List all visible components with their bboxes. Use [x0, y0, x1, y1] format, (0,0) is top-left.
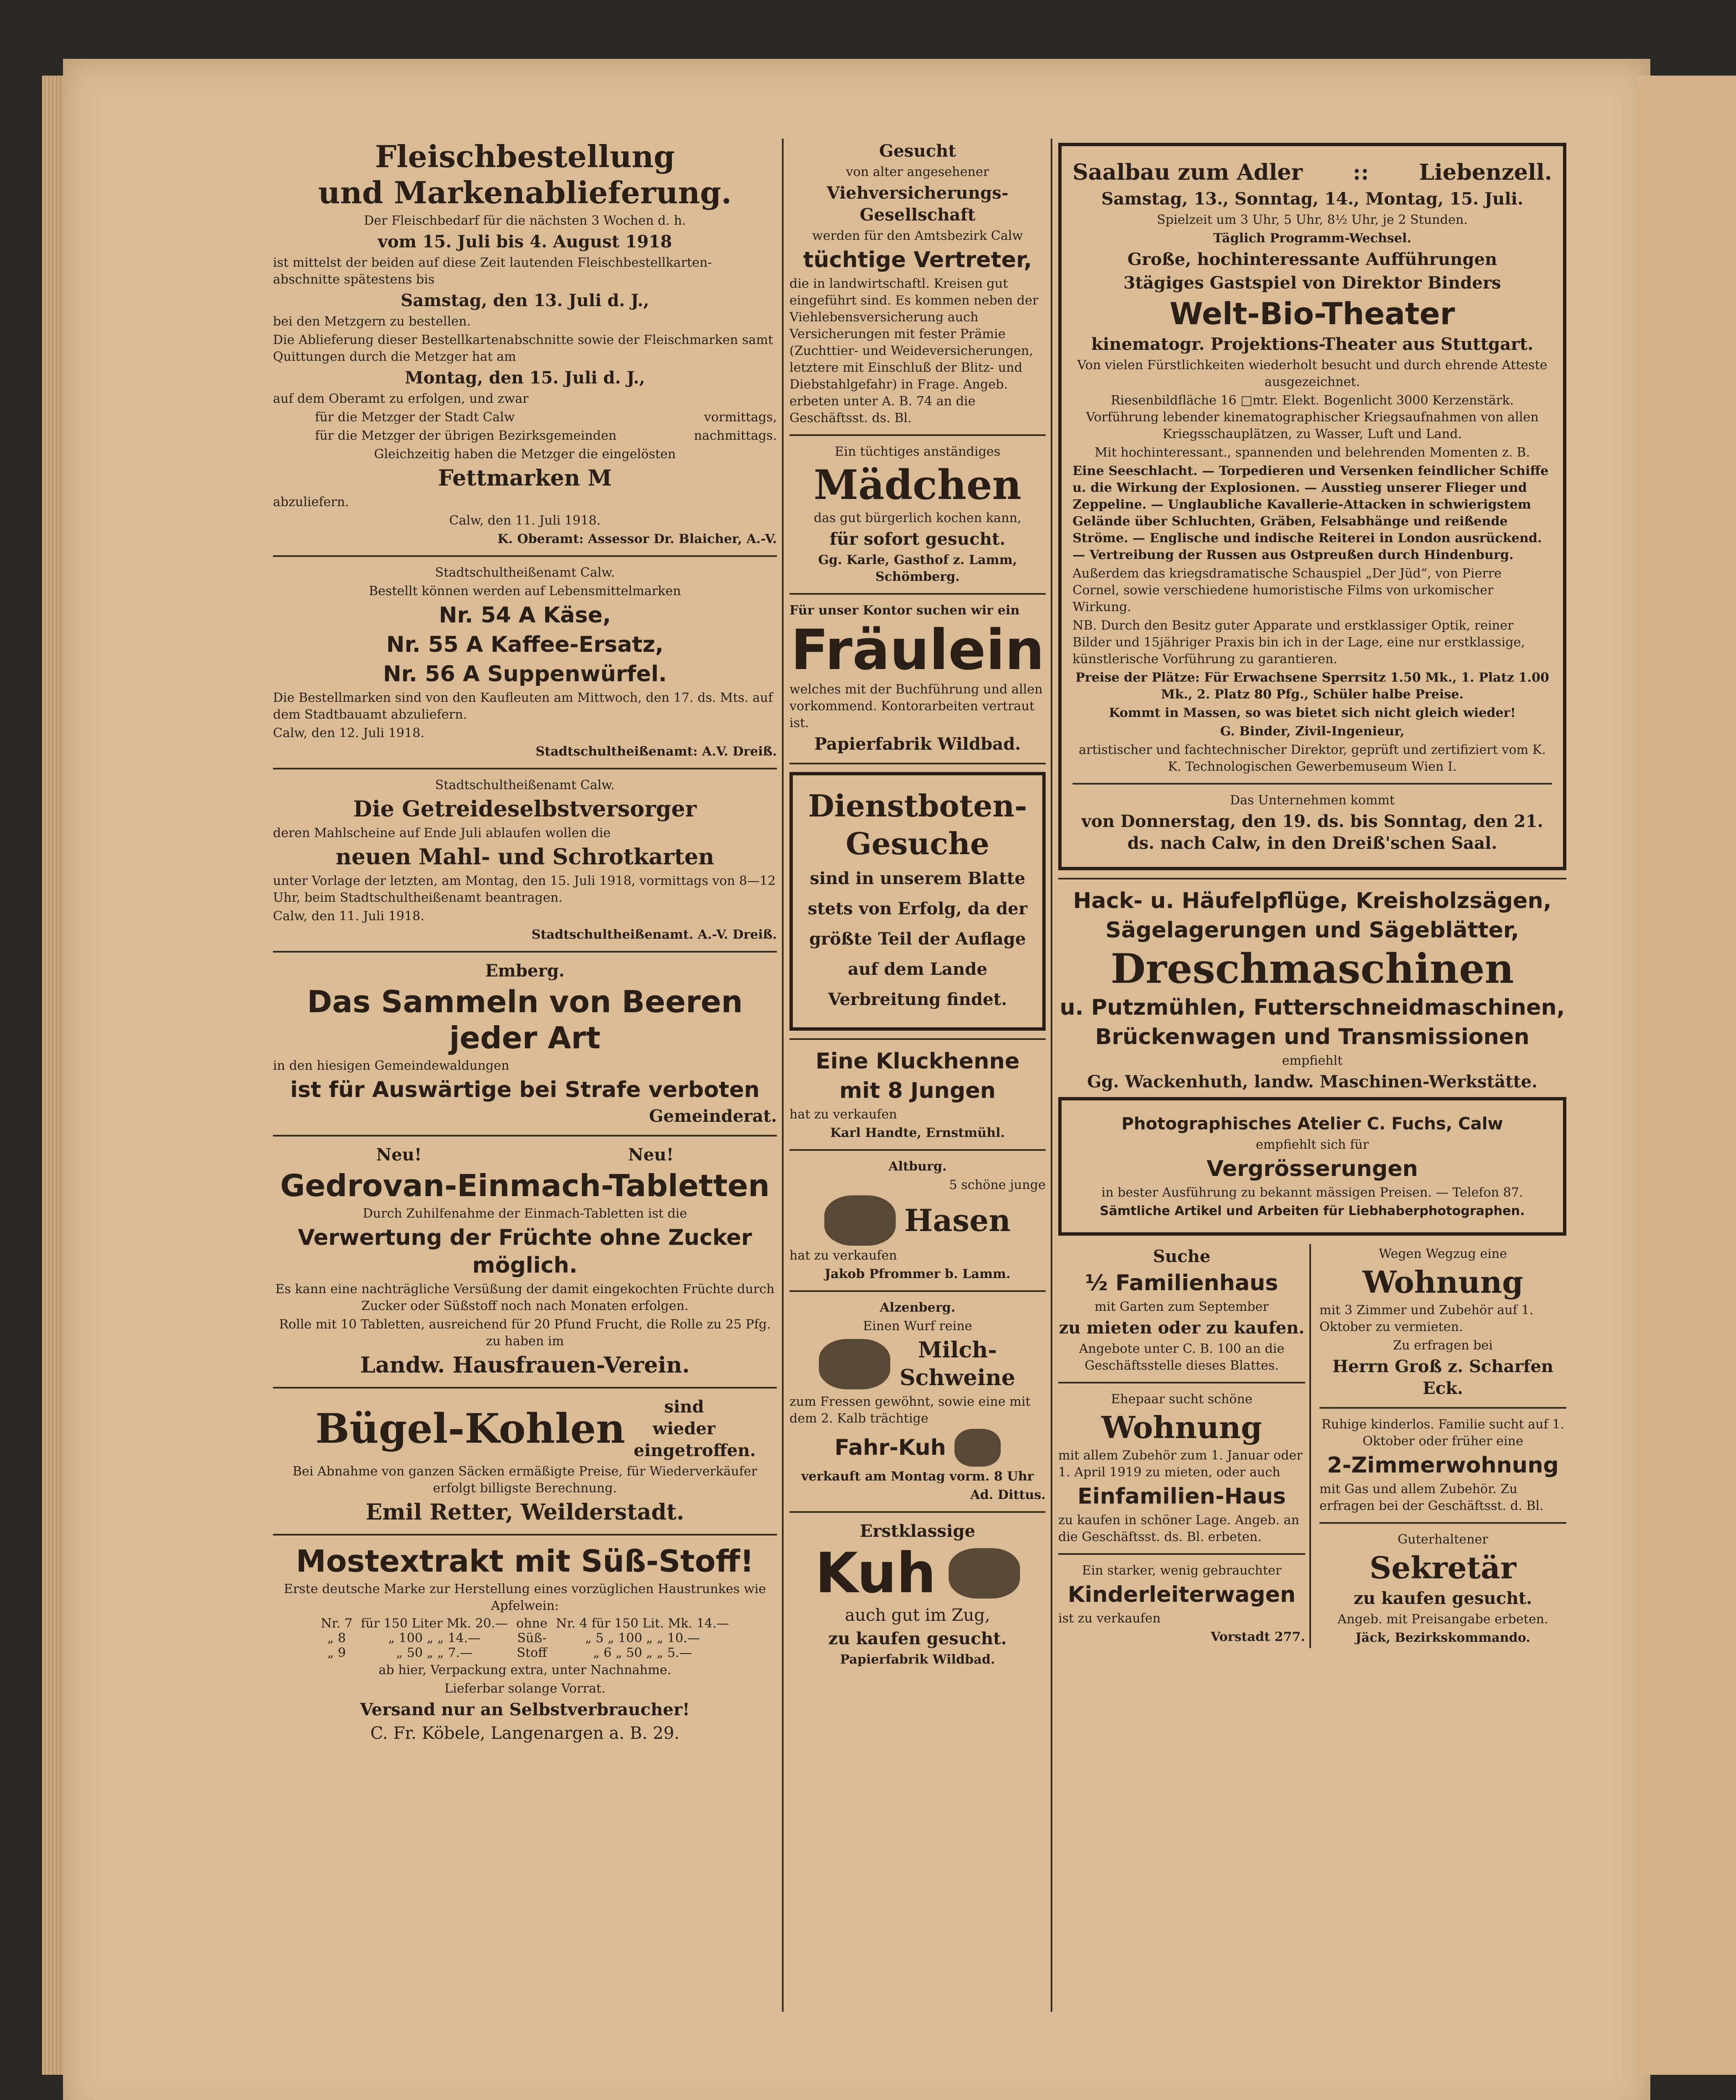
- text: 3tägiges Gastspiel von Direktor Binders: [1123, 273, 1501, 293]
- text: die in landwirtschaftl. Kreisen gut eingeführt sind. Es kommen neben der Viehlebensversicherung auch Versicherungen mit fester Prämie (Zuchttier- und Weideversicherungen, letztere mit Einschluß der Blitz- und Diebstahlgefahr) in Frage. Angeb. erbeten unter A. B. 74 an die Geschäftsst. ds. Bl.: [789, 276, 1038, 425]
- text: in bester Ausführung zu bekannt mässigen Preisen. — Telefon 87.: [1101, 1185, 1524, 1200]
- price-cell: „ 100 „ „ 14.—: [388, 1631, 481, 1646]
- divider: [789, 763, 1046, 764]
- text: Sekretär: [1369, 1550, 1516, 1586]
- text: Stadtschultheißenamt Calw.: [435, 778, 615, 793]
- text: Wohnung: [1101, 1410, 1262, 1445]
- text: Wegen Wegzug eine: [1379, 1247, 1507, 1261]
- text: ist zu verkaufen: [1058, 1611, 1161, 1626]
- text: 2-Zimmerwohnung: [1327, 1453, 1559, 1478]
- text: ab hier, Verpackung extra, unter Nachnahme.: [378, 1663, 671, 1677]
- divider: [273, 1387, 777, 1389]
- price-row: [317, 1616, 733, 1631]
- signature: Stadtschultheißenamt: A.V. Dreiß.: [535, 744, 777, 759]
- text: Einfamilien-Haus: [1077, 1484, 1286, 1509]
- text: Alzenberg.: [880, 1300, 955, 1315]
- text: Eine Seeschlacht. — Torpedieren und Versenken feindlicher Schiffe u. die Wirkung der Explosionen. — Ausstieg unserer Flieger und Zeppeline. — Unglaubliche Kavallerie-Attacken in schwierigstem Gelände über Schluchten, Gräben, Felsabhänge und reißende Ströme. — Englische und indische Reiterei in London ausrückend. — Vertreibung der Russen aus Ostpreußen durch Hindenburg.: [1073, 464, 1549, 562]
- text: das gut bürgerlich kochen kann,: [813, 511, 1022, 525]
- text: mit 8 Jungen: [839, 1078, 996, 1103]
- price-cell: „ 9: [327, 1646, 346, 1660]
- text: Calw, den 11. Juli 1918.: [449, 513, 601, 528]
- price-cell: Stoff: [517, 1646, 547, 1660]
- price-table: [317, 1616, 733, 1660]
- text: ::: [1353, 160, 1369, 185]
- signature: Emil Retter, Weilderstadt.: [365, 1499, 684, 1525]
- signature: Gg. Karle, Gasthof z. Lamm, Schömberg.: [818, 553, 1017, 584]
- divider: [789, 1511, 1046, 1513]
- ad-welt-bio-theater: [1058, 143, 1566, 870]
- text: Dreschmaschinen: [1110, 945, 1514, 992]
- text: zu mieten oder zu kaufen.: [1059, 1318, 1305, 1338]
- text: vormittags,: [704, 410, 777, 425]
- text: Viehversicherungs-Gesellschaft: [826, 183, 1009, 225]
- text: Erstklassige: [860, 1521, 976, 1541]
- text: Suche: [1153, 1247, 1211, 1266]
- price-cell: „ 50 „ „ 7.—: [396, 1646, 473, 1660]
- text: Lieferbar solange Vorrat.: [444, 1681, 606, 1696]
- text: ½ Familienhaus: [1085, 1270, 1278, 1296]
- text: Erste deutsche Marke zur Herstellung eines vorzüglichen Haustrunkes wie Apfelwein:: [283, 1582, 766, 1613]
- text: Mit hochinteressant., spannenden und belehrenden Momenten z. B.: [1094, 445, 1530, 460]
- text: Hasen: [904, 1202, 1011, 1238]
- column-3: [1058, 139, 1566, 1648]
- signature: Jäck, Bezirkskommando.: [1355, 1630, 1531, 1645]
- text: hat zu verkaufen: [789, 1107, 897, 1122]
- text: vom 15. Juli bis 4. August 1918: [378, 232, 672, 252]
- text: Rolle mit 10 Tabletten, ausreichend für 20 Pfund Frucht, die Rolle zu 25 Pfg. zu haben im: [279, 1317, 771, 1349]
- rabbit-icon: [824, 1195, 896, 1246]
- signature: Ad. Dittus.: [970, 1488, 1046, 1502]
- text: Nr. 55 A Kaffee-Ersatz,: [386, 632, 664, 657]
- text-row: [273, 1144, 777, 1166]
- text: mit Gas und allem Zubehör. Zu erfragen bei der Geschäftsst. d. Bl.: [1319, 1482, 1544, 1513]
- text: für die Metzger der übrigen Bezirksgemeinden: [315, 428, 617, 443]
- text: mit 3 Zimmer und Zubehör auf 1. Oktober zu vermieten.: [1319, 1303, 1534, 1334]
- text: Welt-Bio-Theater: [1170, 296, 1455, 331]
- column-2: [789, 139, 1046, 1670]
- text: sind wieder eingetroffen.: [633, 1397, 756, 1460]
- text: zum Fressen gewöhnt, sowie eine mit dem 2. Kalb trächtige: [789, 1394, 1031, 1426]
- text: sind in unserem Blatte stets von Erfolg, da der größte Teil der Auflage auf dem Lande Verbreitung findet.: [808, 869, 1028, 1009]
- text: Eine Kluckhenne: [816, 1049, 1020, 1074]
- text: kinematogr. Projektions-Theater aus Stuttgart.: [1091, 334, 1534, 354]
- text-row: [273, 428, 777, 444]
- text-row: [789, 1336, 1046, 1392]
- text: zu kaufen gesucht.: [828, 1629, 1007, 1648]
- ad-dienstboten-box: [789, 772, 1046, 1031]
- ad-fleischbestellung: [273, 139, 777, 548]
- text: neuen Mahl- und Schrotkarten: [336, 844, 714, 870]
- text: NB. Durch den Besitz guter Apparate und erstklassiger Optik, reiner Bilder und 15jähriger Praxis bin ich in der Lage, eine nur erstklassige, künstlerische Vorführung zu garantieren.: [1073, 618, 1525, 667]
- text: Fahr-Kuh: [834, 1435, 946, 1460]
- text: bei den Metzgern zu bestellen.: [273, 314, 471, 329]
- text: Photographisches Atelier C. Fuchs, Calw: [1121, 1114, 1503, 1134]
- text: Samstag, 13., Sonntag, 14., Montag, 15. Juli.: [1101, 189, 1524, 209]
- ad-buegel-kohlen: [273, 1396, 777, 1526]
- price-cell: „ 5 „ 100 „ „ 10.—: [585, 1631, 700, 1646]
- text: Der Fleischbedarf für die nächsten 3 Wochen d. h.: [364, 213, 686, 228]
- signature: K. Oberamt: Assessor Dr. Blaicher, A.-V.: [497, 532, 777, 546]
- text: Ein tüchtiges anständiges: [834, 444, 1001, 459]
- text: verkauft am Montag vorm. 8 Uhr: [801, 1469, 1034, 1484]
- text: Bei Abnahme von ganzen Säcken ermäßigte Preise, für Wiederverkäufer erfolgt billigste Berechnung.: [292, 1464, 758, 1496]
- text: Das Unternehmen kommt: [1230, 793, 1395, 808]
- text-row: [1073, 159, 1552, 186]
- divider: [1058, 1382, 1305, 1383]
- text: Sägelagerungen und Sägeblätter,: [1105, 918, 1519, 943]
- text: mit Garten zum September: [1094, 1299, 1269, 1314]
- text: tüchtige Vertreter,: [803, 247, 1032, 273]
- ad-familienhaus: [1058, 1246, 1305, 1374]
- text: Neu!: [376, 1145, 422, 1165]
- text: Riesenbildfläche 16 □mtr. Elekt. Bogenlicht 3000 Kerzenstärk. Vorführung lebender kinematographischer Kriegsaufnahmen von allen Kriegsschauplätzen, zu Wasser, Luft und Land.: [1086, 393, 1539, 441]
- text: Das Sammeln von Beeren jeder Art: [307, 984, 743, 1055]
- text-row: [789, 1195, 1046, 1246]
- divider: [1073, 783, 1552, 785]
- divider: [273, 1135, 777, 1137]
- ad-vertreter: [789, 140, 1046, 427]
- ad-wohnung-gesucht: [1058, 1391, 1305, 1546]
- text: Kommt in Massen, so was bietet sich nicht gleich wieder!: [1109, 706, 1516, 720]
- text: Spielzeit um 3 Uhr, 5 Uhr, 8½ Uhr, je 2 Stunden.: [1156, 213, 1468, 227]
- price-cell: Nr. 4 für 150 Lit. Mk. 14.—: [556, 1616, 729, 1631]
- divider: [1058, 878, 1566, 879]
- signature: Vorstadt 277.: [1211, 1630, 1305, 1644]
- text: Durch Zuhilfenahme der Einmach-Tabletten ist die: [362, 1206, 687, 1221]
- text: Außerdem das kriegsdramatische Schauspiel „Der Jüd“, von Pierre Cornel, sowie verschiedene humoristische Films von urkomischer Wirkung.: [1073, 566, 1502, 614]
- text: unter Vorlage der letzten, am Montag, den 15. Juli 1918, vormittags von 8—12 Uhr, beim Stadtschultheißenamt beantragen.: [273, 874, 776, 905]
- price-cell: „ 6 „ 50 „ „ 5.—: [593, 1646, 692, 1660]
- signature: C. Fr. Köbele, Langenargen a. B. 29.: [370, 1724, 680, 1743]
- divider: [789, 1038, 1046, 1040]
- text: mit allem Zubehör zum 1. Januar oder 1. April 1919 zu mieten, oder auch: [1058, 1448, 1303, 1480]
- text: Die Bestellmarken sind von den Kaufleuten am Mittwoch, den 17. ds. Mts. auf dem Stadtbauamt abzuliefern.: [273, 690, 773, 722]
- ad-schweine: [789, 1299, 1046, 1504]
- text: Kuh: [815, 1541, 936, 1606]
- text: Wohnung: [1362, 1264, 1524, 1300]
- text: Einen Wurf reine: [863, 1319, 973, 1334]
- text: Es kann eine nachträgliche Versüßung der damit eingekochten Früchte durch Zucker oder Süßstoff noch nach Monaten erfolgen.: [275, 1282, 775, 1313]
- text: Große, hochinteressante Aufführungen: [1127, 249, 1497, 269]
- text: für sofort gesucht.: [829, 529, 1006, 549]
- next-page-edge: [1638, 76, 1736, 2075]
- signature: Jakob Pfrommer b. Lamm.: [824, 1267, 1011, 1281]
- text: Emberg.: [485, 961, 565, 981]
- text: Für unser Kontor suchen wir ein: [789, 603, 1020, 618]
- signature: Karl Handte, Ernstmühl.: [830, 1126, 1005, 1140]
- cow-icon: [955, 1429, 1001, 1467]
- text: Versand nur an Selbstverbraucher!: [360, 1700, 690, 1719]
- text: Brückenwagen und Transmissionen: [1095, 1024, 1529, 1050]
- text: Angeb. mit Preisangabe erbeten.: [1337, 1612, 1548, 1627]
- text: hat zu verkaufen: [789, 1248, 897, 1263]
- text: nachmittags.: [694, 428, 777, 443]
- divider: [1058, 1553, 1305, 1555]
- text: Neu!: [628, 1145, 674, 1165]
- text: zu kaufen gesucht.: [1353, 1588, 1532, 1608]
- signature: Gemeinderat.: [649, 1106, 777, 1126]
- ad-hasen: [789, 1158, 1046, 1283]
- small-ads-grid: [1058, 1244, 1566, 1648]
- text: Hack- u. Häufelpflüge, Kreisholzsägen,: [1073, 888, 1552, 914]
- text: Verwertung der Früchte ohne Zucker möglich.: [298, 1225, 752, 1278]
- text-row: [273, 409, 777, 426]
- text: Nr. 56 A Suppenwürfel.: [383, 662, 667, 687]
- text: artistischer und fachtechnischer Direktor, geprüft und zertifiziert vom K. K. Technologischen Gewerbemuseum Wien I.: [1078, 743, 1546, 774]
- price-row: [317, 1646, 733, 1660]
- text: deren Mahlscheine auf Ende Juli ablaufen wollen die: [273, 826, 611, 840]
- text: Fettmarken M: [438, 465, 612, 491]
- text: Fräulein: [791, 618, 1044, 682]
- price-cell: „ 8: [327, 1631, 346, 1646]
- signature: Stadtschultheißenamt. A.-V. Dreiß.: [531, 927, 777, 942]
- text: in den hiesigen Gemeindewaldungen: [273, 1058, 509, 1073]
- divider: [789, 593, 1046, 595]
- column-1: [273, 139, 777, 1746]
- text: ist mittelst der beiden auf diese Zeit lautenden Fleischbestellkarten-abschnitte spätestens bis: [273, 255, 712, 287]
- divider: [789, 434, 1046, 436]
- price-cell: für 150 Liter Mk. 20.—: [361, 1616, 508, 1631]
- text: Die Getreideselbstversorger: [353, 796, 697, 822]
- text: Mädchen: [813, 461, 1022, 509]
- text: auf dem Oberamt zu erfolgen, und zwar: [273, 391, 529, 406]
- small-ads-left: [1058, 1244, 1311, 1648]
- ad-fraeulein: [789, 602, 1046, 755]
- ad-mostextrakt: [273, 1543, 777, 1744]
- text: Nr. 54 A Käse,: [439, 603, 611, 628]
- pig-icon: [819, 1339, 890, 1389]
- divider: [789, 1149, 1046, 1151]
- ad-photo-atelier: [1058, 1097, 1566, 1236]
- divider: [273, 768, 777, 769]
- ad-kinderleiterwagen: [1058, 1562, 1305, 1646]
- price-cell: ohne: [516, 1616, 548, 1631]
- ad-stadtschultheissenamt-1: [273, 564, 777, 760]
- text-row: [789, 1429, 1046, 1467]
- text: Ruhige kinderlos. Familie sucht auf 1. Oktober oder früher eine: [1322, 1417, 1564, 1449]
- divider: [1319, 1407, 1566, 1409]
- text: Guterhaltener: [1398, 1532, 1488, 1547]
- price-cell: Süß-: [517, 1631, 547, 1646]
- text: Kinderleiterwagen: [1067, 1582, 1296, 1607]
- text: Die Ablieferung dieser Bestellkartenabschnitte sowie der Fleischmarken samt Quittungen durch die Metzger hat am: [273, 333, 773, 364]
- text: für die Metzger der Stadt Calw: [315, 410, 515, 425]
- cow-icon: [949, 1548, 1020, 1599]
- text: Sämtliche Artikel und Arbeiten für Liebhaberphotographen.: [1100, 1204, 1525, 1218]
- column-rule: [1051, 139, 1052, 2012]
- ad-title: Fleischbestellung: [375, 139, 675, 174]
- divider: [789, 1290, 1046, 1292]
- divider: [1319, 1522, 1566, 1524]
- text: Täglich Programm-Wechsel.: [1213, 231, 1411, 246]
- text: Vergrösserungen: [1206, 1156, 1418, 1181]
- divider: [273, 555, 777, 557]
- text: Zu erfragen bei: [1393, 1338, 1493, 1353]
- text: Ein starker, wenig gebrauchter: [1082, 1563, 1282, 1578]
- text: Samstag, den 13. Juli d. J.,: [401, 291, 649, 310]
- text: Calw, den 11. Juli 1918.: [273, 909, 425, 924]
- signature: Landw. Hausfrauen-Verein.: [360, 1352, 690, 1378]
- text: empfiehlt: [1282, 1053, 1343, 1068]
- price-row: [317, 1631, 733, 1646]
- price-cell: Nr. 7: [320, 1616, 353, 1631]
- signature: G. Binder, Zivil-Ingenieur,: [1220, 724, 1405, 739]
- ad-kuh: [789, 1520, 1046, 1668]
- ad-sekretaer: [1319, 1531, 1566, 1646]
- ad-maedchen: [789, 444, 1046, 585]
- text: Preise der Plätze: Für Erwachsene Sperrsitz 1.50 Mk., 1. Platz 1.00 Mk., 2. Platz 80 Pfg., Schüler halbe Preise.: [1075, 670, 1549, 702]
- divider: [273, 1534, 777, 1536]
- text: auch gut im Zug,: [845, 1606, 990, 1625]
- text: Gedrovan-Einmach-Tabletten: [280, 1168, 770, 1203]
- text-row: [789, 1541, 1046, 1606]
- text: Liebenzell.: [1419, 160, 1552, 185]
- signature: Herrn Groß z. Scharfen Eck.: [1332, 1357, 1554, 1398]
- ad-kluckhenne: [789, 1047, 1046, 1142]
- text: Altburg.: [888, 1159, 947, 1174]
- text: Ehepaar sucht schöne: [1111, 1392, 1253, 1407]
- signature: Papierfabrik Wildbad.: [814, 734, 1021, 754]
- small-ads-right: [1319, 1244, 1566, 1648]
- text: Montag, den 15. Juli d. J.,: [404, 368, 645, 388]
- text: Stadtschultheißenamt Calw.: [435, 565, 615, 580]
- text: Milch-Schweine: [899, 1337, 1015, 1391]
- ad-emberg: [273, 960, 777, 1127]
- ad-title: und Markenablieferung.: [318, 175, 732, 210]
- text: von alter angesehener: [846, 165, 989, 179]
- text: Bügel-Kohlen: [315, 1405, 625, 1452]
- ad-maschinen: [1058, 887, 1566, 1093]
- text: ist für Auswärtige bei Strafe verboten: [290, 1077, 760, 1102]
- text: 5 schöne junge: [949, 1178, 1046, 1192]
- text: u. Putzmühlen, Futterschneidmaschinen,: [1059, 995, 1565, 1020]
- text: Von vielen Fürstlichkeiten wiederholt besucht und durch ehrende Atteste ausgezeichnet.: [1077, 358, 1547, 389]
- text: Mostextrakt mit Süß-Stoff!: [296, 1544, 754, 1579]
- text-row: [273, 1396, 777, 1462]
- ad-gedrovan: [273, 1144, 777, 1379]
- text: Gleichzeitig haben die Metzger die eingelösten: [374, 447, 676, 462]
- text: welches mit der Buchführung und allen vorkommend. Kontorarbeiten vertraut ist.: [789, 682, 1043, 730]
- text: von Donnerstag, den 19. ds. bis Sonntag, den 21. ds. nach Calw, in den Dreiß'schen Saal.: [1081, 811, 1543, 853]
- column-rule: [782, 139, 784, 2012]
- text: Saalbau zum Adler: [1073, 160, 1303, 185]
- ad-2-zimmerwohnung: [1319, 1416, 1566, 1515]
- text: Calw, den 12. Juli 1918.: [273, 726, 425, 740]
- text: zu kaufen in schöner Lage. Angeb. an die Geschäftsst. ds. Bl. erbeten.: [1058, 1513, 1300, 1544]
- text: Gesucht: [879, 141, 956, 161]
- text: abzuliefern.: [273, 495, 349, 509]
- signature: Gg. Wackenhuth, landw. Maschinen-Werkstätte.: [1087, 1072, 1538, 1092]
- text: empfiehlt sich für: [1256, 1137, 1369, 1152]
- divider: [273, 951, 777, 953]
- text: werden für den Amtsbezirk Calw: [812, 228, 1023, 243]
- signature: Papierfabrik Wildbad.: [840, 1652, 995, 1667]
- ad-stadtschultheissenamt-2: [273, 777, 777, 943]
- text: Angebote unter C. B. 100 an die Geschäftsstelle dieses Blattes.: [1079, 1341, 1285, 1373]
- ad-wohnung-vermieten: [1319, 1246, 1566, 1399]
- text: Gesuche: [845, 826, 990, 861]
- text: Dienstboten-: [808, 788, 1027, 824]
- text: Bestellt können werden auf Lebensmittelmarken: [369, 584, 681, 598]
